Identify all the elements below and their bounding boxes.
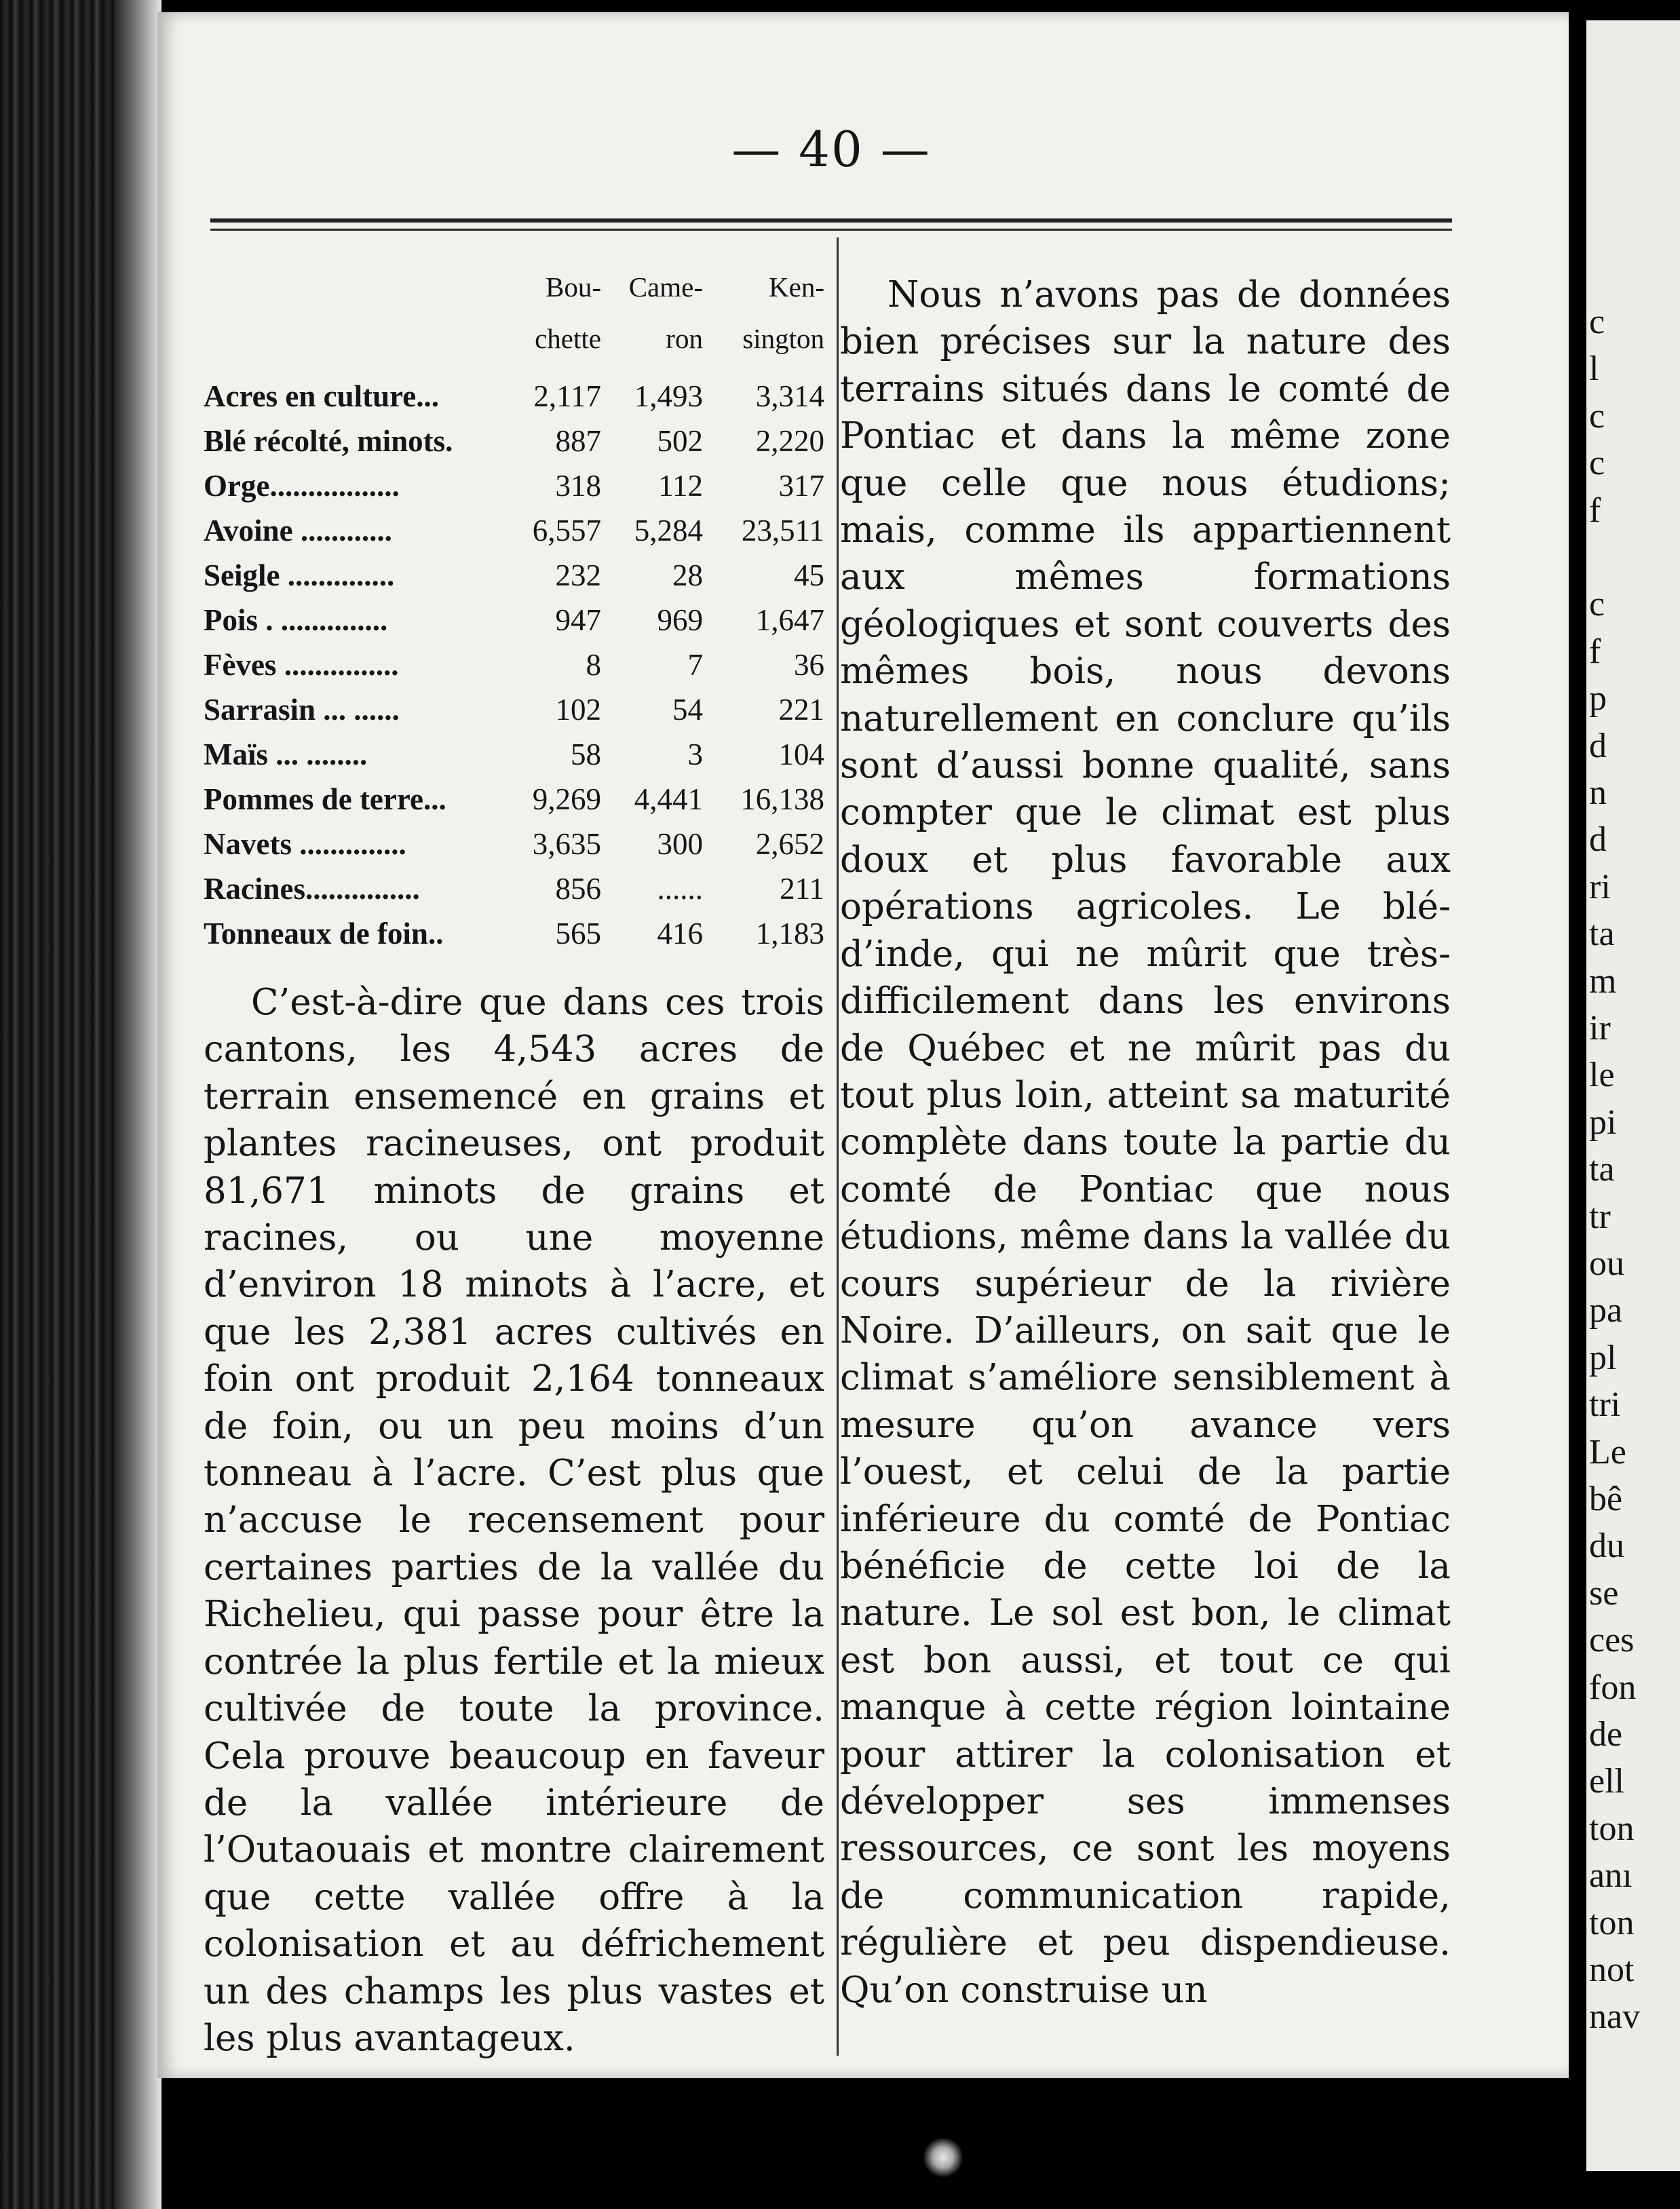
table-row <box>204 374 824 419</box>
row-value: 317 <box>778 469 824 503</box>
table-row <box>204 419 824 463</box>
header-rule-thin <box>210 229 1452 231</box>
table-row <box>204 553 824 598</box>
adjacent-page-fragment: tri <box>1589 1385 1621 1425</box>
row-label: Pois . .............. <box>204 603 388 637</box>
row-label: Tonneaux de foin.. <box>204 917 444 950</box>
adjacent-page-fragment: anı <box>1589 1856 1633 1896</box>
row-value: 2,117 <box>533 379 601 413</box>
table-body <box>204 374 824 956</box>
row-value: 9,269 <box>532 782 601 816</box>
row-value: 58 <box>571 737 601 771</box>
table-row <box>204 463 824 508</box>
adjacent-page-fragment: du <box>1589 1526 1624 1566</box>
row-value: 112 <box>658 469 703 503</box>
header-blank <box>204 261 493 374</box>
row-value: 318 <box>555 469 601 503</box>
row-value: 502 <box>657 424 703 458</box>
row-value: 1,647 <box>755 603 824 637</box>
row-value: 416 <box>657 917 703 950</box>
row-label: Fèves ............... <box>204 648 399 682</box>
adjacent-page-fragment: ri <box>1589 867 1611 906</box>
adjacent-page-fragment: ces <box>1589 1621 1635 1660</box>
page-gutter-shadow <box>114 0 161 2209</box>
table-row <box>204 911 824 956</box>
adjacent-page-fragment: p <box>1589 679 1607 718</box>
adjacent-page-fragment: pl <box>1589 1338 1617 1377</box>
right-column <box>840 271 1451 2014</box>
row-value: 3 <box>687 737 703 771</box>
row-label: Racines............... <box>204 872 420 906</box>
adjacent-page-fragment: c <box>1589 303 1605 341</box>
adjacent-page-fragment: f <box>1589 491 1601 530</box>
adjacent-page-fragment: ton <box>1589 1903 1635 1942</box>
row-value: 7 <box>687 648 703 682</box>
row-value: 947 <box>555 603 601 637</box>
row-label: Blé récolté, minots. <box>204 424 453 458</box>
adjacent-page-fragment: pi <box>1589 1102 1617 1142</box>
paper-damage-mark <box>923 2137 963 2178</box>
column-divider <box>837 237 839 2056</box>
row-value: 4,441 <box>634 782 703 816</box>
adjacent-page-fragment: nav <box>1589 1997 1641 2037</box>
adjacent-page-fragment: de <box>1589 1715 1623 1754</box>
row-label: Seigle .............. <box>204 558 395 592</box>
adjacent-page-fragment: d <box>1589 726 1607 765</box>
row-value: ...... <box>657 872 703 906</box>
adjacent-page-fragment: ta <box>1589 915 1615 954</box>
table-row <box>204 642 824 687</box>
header-kensington: Ken- sington <box>742 271 824 354</box>
table-row <box>204 508 824 553</box>
adjacent-page-fragment: fon <box>1589 1668 1637 1707</box>
row-value: 8 <box>586 648 601 682</box>
adjacent-page-edge <box>1586 20 1680 2171</box>
right-paragraph: Nous n’avons pas de données bien précises sur la nature des terrains situés dans le comté de Pontiac et dans la même zone que celle que nous étudions; mais, comme ils appartiennent aux mêmes formations géologiques et sont couverts des mêmes bois, nous devons naturellement en conclure qu’ils sont d’aussi bonne qualité, sans compter que le climat est plus doux et plus favorable aux opérations agricoles. Le blé-d’inde, qui ne mûrit que très-difficilement dans les environs de Québec et ne mûrit pas du tout plus loin, atteint sa maturité complète dans toute la partie du comté de Pontiac que nous étudions, même dans la vallée du cours supérieur de la rivière Noire. D’ailleurs, on sait que le climat s’améliore sensiblement à mesure qu’on avance vers l’ouest, et celui de la partie inférieure du comté de Pontiac bénéficie de cette loi de la nature. Le sol est bon, le climat est bon aussi, et tout ce qui manque à cette région lointaine pour attirer la colonisation et développer ses immenses ressources, ce sont les moyens de communication rapide, régulière et peu dispendieuse. Qu’on construise un <box>840 274 1451 2011</box>
table-row <box>204 866 824 911</box>
adjacent-page-fragment: n <box>1589 773 1607 812</box>
adjacent-page-fragment: not <box>1589 1951 1635 1989</box>
row-value: 565 <box>555 917 601 950</box>
row-value: 45 <box>794 558 824 592</box>
table-header-row <box>204 261 824 374</box>
adjacent-page-fragment: Le <box>1589 1432 1626 1472</box>
harvest-table <box>204 261 824 956</box>
row-value: 54 <box>672 693 703 727</box>
row-value: 3,314 <box>755 379 824 413</box>
table-row <box>204 822 824 866</box>
row-value: 36 <box>794 648 824 682</box>
row-value: 28 <box>672 558 703 592</box>
row-label: Orge................. <box>204 469 400 503</box>
table-row <box>204 777 824 822</box>
adjacent-page-fragment: se <box>1589 1573 1619 1613</box>
adjacent-page-fragment: bê <box>1589 1480 1623 1518</box>
row-value: 221 <box>778 693 824 727</box>
row-value: 856 <box>555 872 601 906</box>
adjacent-page-fragment: ou <box>1589 1244 1624 1283</box>
adjacent-page-fragment: c <box>1589 396 1605 436</box>
row-value: 23,511 <box>741 514 824 548</box>
header-cameron: Came- ron <box>628 271 703 354</box>
header-bouchette: Bou- chette <box>535 271 601 354</box>
adjacent-page-fragment: ton <box>1589 1809 1635 1848</box>
row-value: 3,635 <box>532 827 601 861</box>
table-row <box>204 687 824 732</box>
table-row <box>204 732 824 777</box>
row-value: 969 <box>657 603 703 637</box>
row-label: Sarrasin ... ...... <box>204 693 400 727</box>
row-value: 232 <box>555 558 601 592</box>
adjacent-page-fragment: c <box>1589 444 1605 483</box>
row-label: Acres en culture... <box>204 379 440 413</box>
row-label: Maïs ... ........ <box>204 737 368 771</box>
row-value: 1,183 <box>755 917 824 950</box>
row-value: 2,220 <box>755 424 824 458</box>
row-value: 887 <box>555 424 601 458</box>
adjacent-page-fragment: le <box>1589 1056 1615 1095</box>
adjacent-page-fragment: d <box>1589 820 1607 860</box>
adjacent-page-fragment: ta <box>1589 1150 1615 1189</box>
row-label: Navets .............. <box>204 827 406 861</box>
adjacent-page-fragment: ell <box>1589 1762 1624 1801</box>
adjacent-page-fragment: f <box>1589 632 1601 671</box>
row-value: 6,557 <box>532 514 601 548</box>
page-number: — 40 — <box>731 121 931 178</box>
adjacent-page-fragment: c <box>1589 585 1605 624</box>
row-value: 104 <box>778 737 824 771</box>
row-value: 102 <box>555 693 601 727</box>
row-value: 1,493 <box>634 379 703 413</box>
row-value: 211 <box>780 872 824 906</box>
adjacent-page-fragment: l <box>1589 349 1599 389</box>
adjacent-page-fragment: m <box>1589 961 1617 1001</box>
adjacent-page-fragment: pa <box>1589 1291 1623 1330</box>
row-value: 2,652 <box>755 827 824 861</box>
row-value: 16,138 <box>740 782 824 816</box>
row-label: Pommes de terre... <box>204 782 446 816</box>
table-row <box>204 598 824 642</box>
row-value: 300 <box>657 827 703 861</box>
adjacent-page-fragment: ir <box>1589 1009 1611 1048</box>
adjacent-page-fragment: tr <box>1589 1197 1611 1236</box>
row-label: Avoine ............ <box>204 514 392 548</box>
row-value: 5,284 <box>634 514 703 548</box>
left-paragraph: C’est-à-dire que dans ces trois cantons, les 4,543 acres de terrain ensemencé en grains et plantes racineuses, ont produit 81,671 minots de grains et racines, ou une moyenne d’environ 18 minots à l’acre, et que les 2,381 acres cultivés en foin ont produit 2,164 tonneaux de foin, ou un peu moins d’un tonneau à l’acre. C’est plus que n’accuse le recensement pour certaines parties de la vallée du Richelieu, qui passe pour être la contrée la plus fertile et la mieux cultivée de toute la province. Cela prouve beaucoup en faveur de la vallée intérieure de l’Outaouais et montre clairement que cette vallée offre à la colonisation et au défrichement un des champs les plus vastes et les plus avantageux. <box>204 982 824 2059</box>
header-rule-thick <box>210 218 1452 223</box>
left-column <box>204 261 824 2062</box>
